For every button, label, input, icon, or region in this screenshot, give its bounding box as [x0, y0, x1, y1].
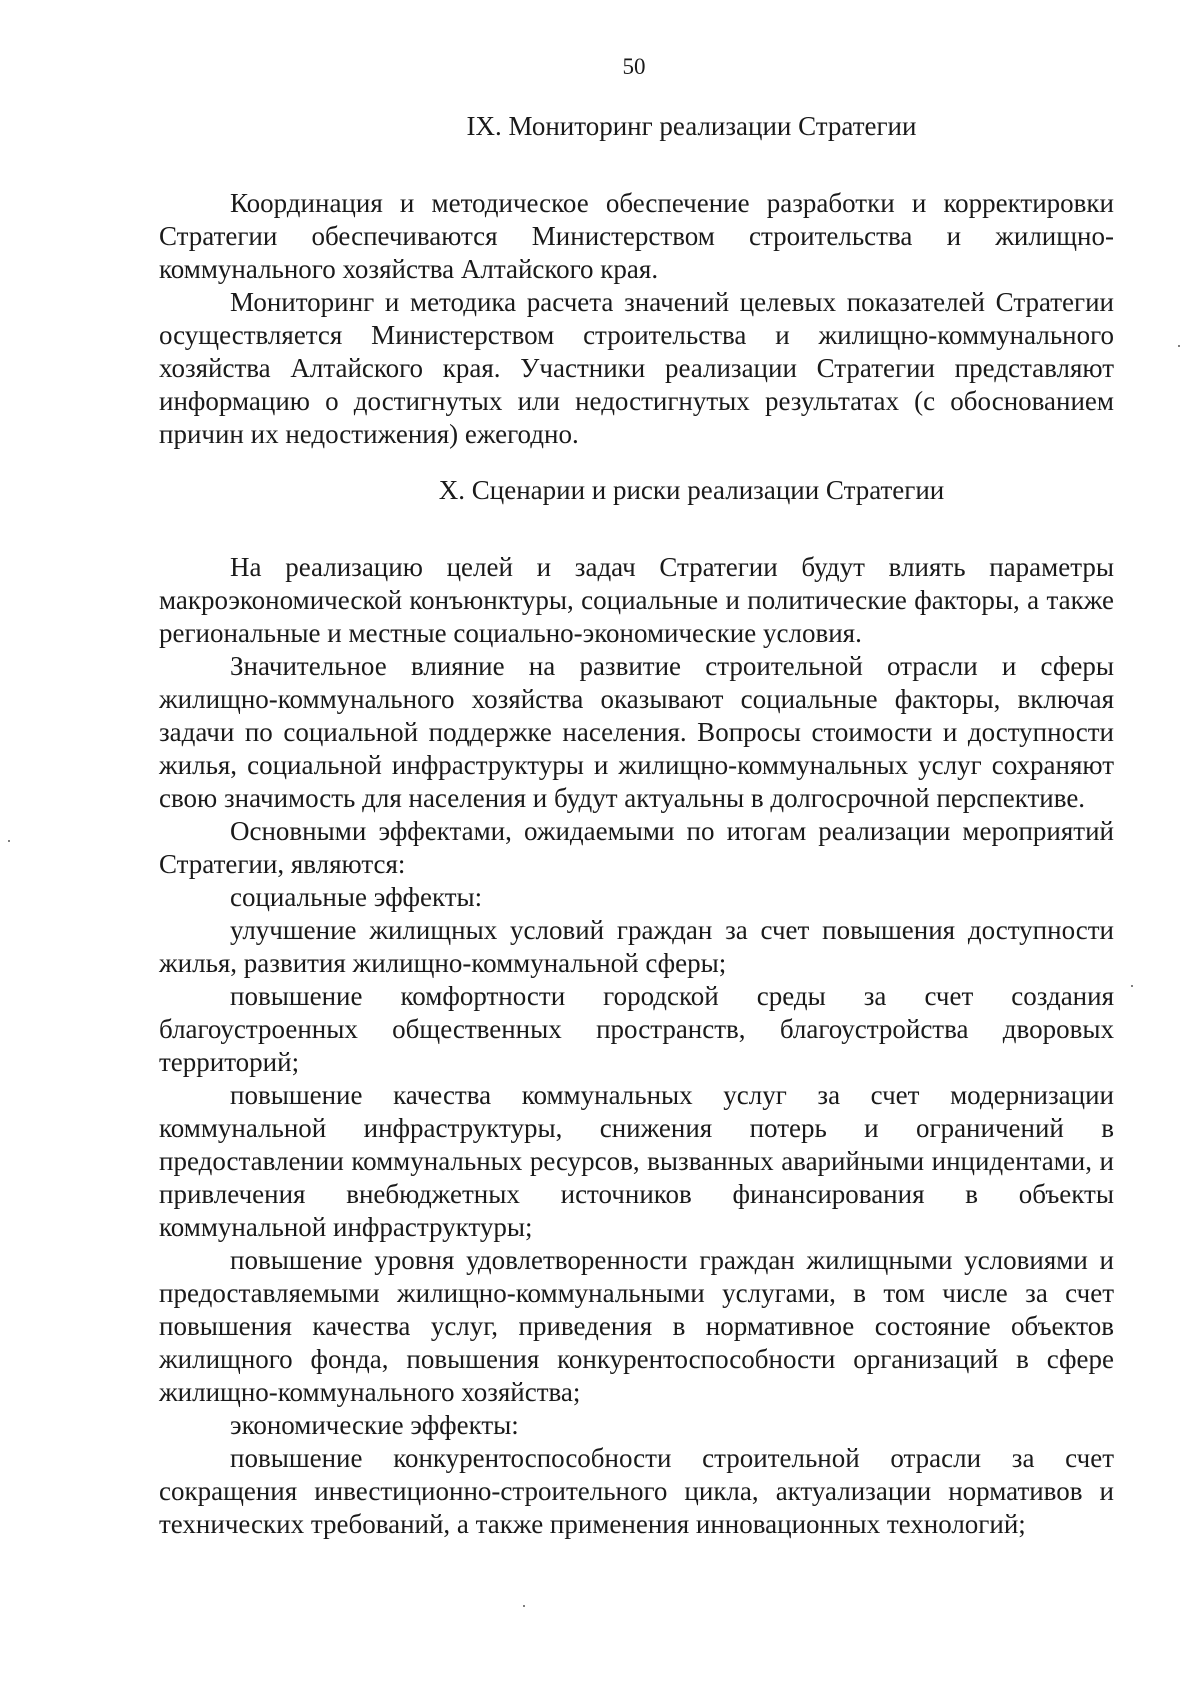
- paragraph: Мониторинг и методика расчета значений целевых показателей Стратегии осуществляется Министерством строительства и жилищно-коммунального хозяйства Алтайского края. Участники реализации Стратегии представляют информацию о достигнутых или недостигнутых результатах (с обоснованием причин их недостижения) ежегодно.: [159, 287, 1114, 449]
- paragraph: Значительное влияние на развитие строительной отрасли и сферы жилищно-коммунального хозяйства оказывают социальные факторы, включая задачи по социальной поддержке населения. Вопросы стоимости и доступности жилья, социальной инфраструктуры и жилищно-коммунальных услуг сохраняют свою значимость для населения и будут актуальны в долгосрочной перспективе.: [159, 651, 1114, 813]
- paragraph: На реализацию целей и задач Стратегии будут влиять параметры макроэкономической конъюнктуры, социальные и политические факторы, а также региональные и местные социально-экономические условия.: [159, 552, 1114, 648]
- scan-speck: [1178, 345, 1180, 347]
- section-x: [159, 474, 1114, 1541]
- paragraph: Основными эффектами, ожидаемыми по итогам реализации мероприятий Стратегии, являются:: [159, 816, 1114, 879]
- section-ix-heading: IX. Мониторинг реализации Стратегии: [466, 111, 917, 141]
- section-x-heading: X. Сценарии и риски реализации Стратегии: [438, 475, 945, 505]
- paragraph: экономические эффекты:: [230, 1410, 519, 1440]
- paragraph: улучшение жилищных условий граждан за счет повышения доступности жилья, развития жилищно-коммунальной сферы;: [159, 915, 1114, 978]
- paragraph: Координация и методическое обеспечение разработки и корректировки Стратегии обеспечиваются Министерством строительства и жилищно-коммунального хозяйства Алтайского края.: [159, 188, 1114, 284]
- page-number: 50: [622, 54, 646, 79]
- paragraph: повышение конкурентоспособности строительной отрасли за счет сокращения инвестиционно-строительного цикла, актуализации нормативов и технических требований, а также применения инновационных технологий;: [159, 1443, 1114, 1539]
- paragraph: повышение качества коммунальных услуг за счет модернизации коммунальной инфраструктуры, снижения потерь и ограничений в предоставлении коммунальных ресурсов, вызванных аварийными инцидентами, и привлечения внебюджетных источников финансирования в объекты коммунальной инфраструктуры;: [159, 1080, 1114, 1242]
- paragraph: повышение комфортности городской среды за счет создания благоустроенных общественных пространств, благоустройства дворовых территорий;: [159, 981, 1114, 1077]
- section-ix: [159, 110, 1114, 451]
- scan-speck: [1131, 985, 1133, 987]
- paragraph: социальные эффекты:: [230, 882, 483, 912]
- scan-speck: [523, 1605, 525, 1607]
- scan-speck: [8, 840, 10, 842]
- paragraph: повышение уровня удовлетворенности граждан жилищными условиями и предоставляемыми жилищно-коммунальными услугами, в том числе за счет повышения качества услуг, приведения в нормативное состояние объектов жилищного фонда, повышения конкурентоспособности организаций в сфере жилищно-коммунального хозяйства;: [159, 1245, 1114, 1407]
